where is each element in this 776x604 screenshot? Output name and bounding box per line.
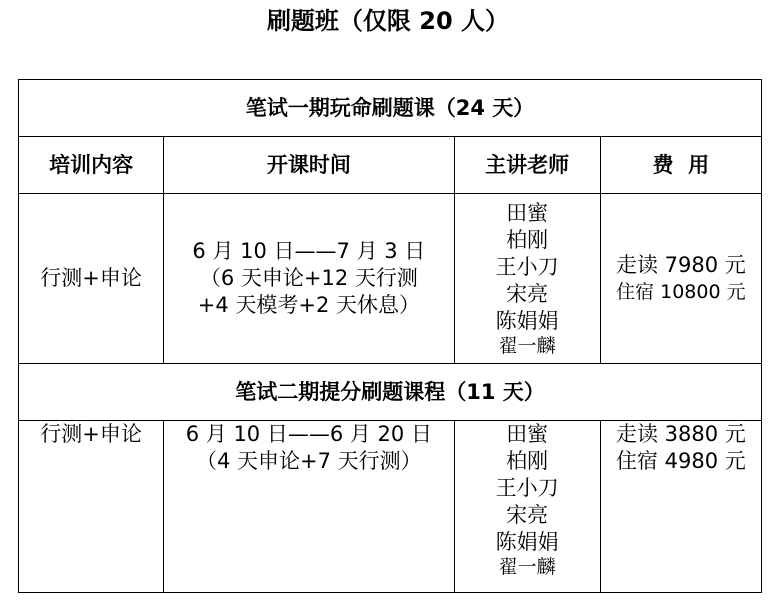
section-1-teacher-4: 宋亮 [506,281,549,306]
section-1-title-row [19,80,762,137]
section-2-time-line-1: 6 月 10 日——6 月 20 日 [185,422,432,446]
section-1-content: 行测+申论 [19,194,164,364]
section-1-teacher-3: 王小刀 [495,254,559,279]
section-1-title: 笔试一期玩命刷题课（24 天） [19,80,762,137]
section-1-teachers [454,194,600,364]
header-teacher: 主讲老师 [454,137,600,194]
section-1-teacher-1: 田蜜 [506,200,549,225]
header-fee: 费 用 [600,137,761,194]
section-2-fee-board: 住宿 4980 元 [615,449,746,473]
section-2-fees [600,421,761,593]
section-1-fee-board: 住宿 10800 元 [616,280,746,303]
section-2-teacher-6: 翟一麟 [498,556,556,578]
section-2-teachers [454,421,600,593]
section-2-teacher-1: 田蜜 [506,422,549,446]
section-2-time [164,421,454,593]
section-2-row [19,421,762,593]
section-2-teacher-2: 柏刚 [506,449,549,473]
section-2-teacher-3: 王小刀 [495,476,559,500]
section-1-teacher-6: 翟一麟 [498,334,556,357]
section-2-teacher-4: 宋亮 [506,503,549,527]
section-2-title: 笔试二期提分刷题课程（11 天） [19,364,762,421]
header-row [19,137,762,194]
section-1-time-line-1: 6 月 10 日——7 月 3 日 [192,239,426,263]
section-1-teacher-2: 柏刚 [506,227,549,252]
section-2-teacher-5: 陈娟娟 [495,530,559,554]
section-1-time-line-3: +4 天模考+2 天休息） [197,293,420,317]
header-time: 开课时间 [164,137,454,194]
section-1-time-line-2: （6 天申论+12 天行测 [199,266,418,290]
section-1-fee-day: 走读 7980 元 [615,252,746,277]
section-2-fee-day: 走读 3880 元 [615,422,746,446]
page-title: 刷题班（仅限 20 人） [266,7,510,35]
section-2-content: 行测+申论 [19,421,164,593]
header-content: 培训内容 [19,137,164,194]
section-1-row [19,194,762,364]
section-2-time-line-2: （4 天申论+7 天行测） [196,449,422,473]
section-2-title-row [19,364,762,421]
section-1-fees [600,194,761,364]
section-1-time [164,194,454,364]
section-1-teacher-5: 陈娟娟 [495,308,559,333]
course-table [18,79,762,593]
